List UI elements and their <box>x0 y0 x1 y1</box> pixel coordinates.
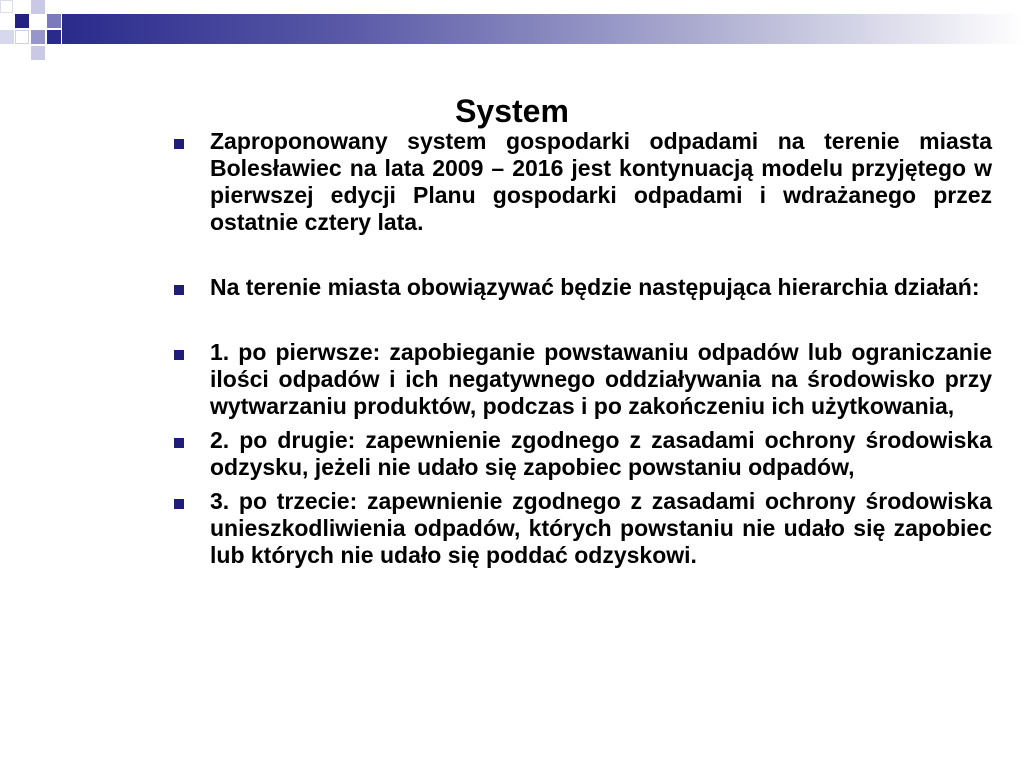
bullet-item <box>172 274 992 301</box>
bullet-item <box>172 128 992 236</box>
square-bullet-icon <box>174 285 184 295</box>
bullet-item <box>172 339 992 420</box>
decor-square-5 <box>15 30 29 44</box>
bullet-item <box>172 488 992 569</box>
bullet-text: Zaproponowany system gospodarki odpadami na terenie miasta Bolesławiec na lata 2009 – 2016 jest kontynuacją modelu przyjętego w pierwszej edycji Planu gospodarki odpadami i wdrażanego przez ostatnie cztery lata. <box>210 128 992 235</box>
square-bullet-icon <box>174 499 184 509</box>
decor-square-8 <box>47 30 61 44</box>
decor-square-4 <box>0 30 14 44</box>
square-bullet-icon <box>174 438 184 448</box>
decor-square-9 <box>31 46 45 60</box>
decor-square-1 <box>0 0 13 13</box>
header-gradient-band <box>62 14 1024 44</box>
bullet-text: Na terenie miasta obowiązywać będzie następująca hierarchia działań: <box>210 274 980 300</box>
decor-square-2 <box>15 14 29 28</box>
bullet-text: 2. po drugie: zapewnienie zgodnego z zasadami ochrony środowiska odzysku, jeżeli nie udało się zapobiec powstaniu odpadów, <box>210 427 992 480</box>
square-bullet-icon <box>174 139 184 149</box>
decor-square-7 <box>47 14 61 28</box>
decor-square-6 <box>31 30 45 44</box>
slide-title: System <box>455 93 569 130</box>
bullet-item <box>172 427 992 481</box>
square-bullet-icon <box>174 350 184 360</box>
decor-square-3 <box>31 0 45 14</box>
bullet-text: 3. po trzecie: zapewnienie zgodnego z zasadami ochrony środowiska unieszkodliwienia odpadów, których powstaniu nie udało się zapobiec lub których nie udało się poddać odzyskowi. <box>210 488 992 568</box>
bullet-list <box>172 128 992 569</box>
bullet-text: 1. po pierwsze: zapobieganie powstawaniu odpadów lub ograniczanie ilości odpadów i ich negatywnego oddziaływania na środowisko przy wytwarzaniu produktów, podczas i po zakończeniu ich użytkowania, <box>210 339 992 419</box>
